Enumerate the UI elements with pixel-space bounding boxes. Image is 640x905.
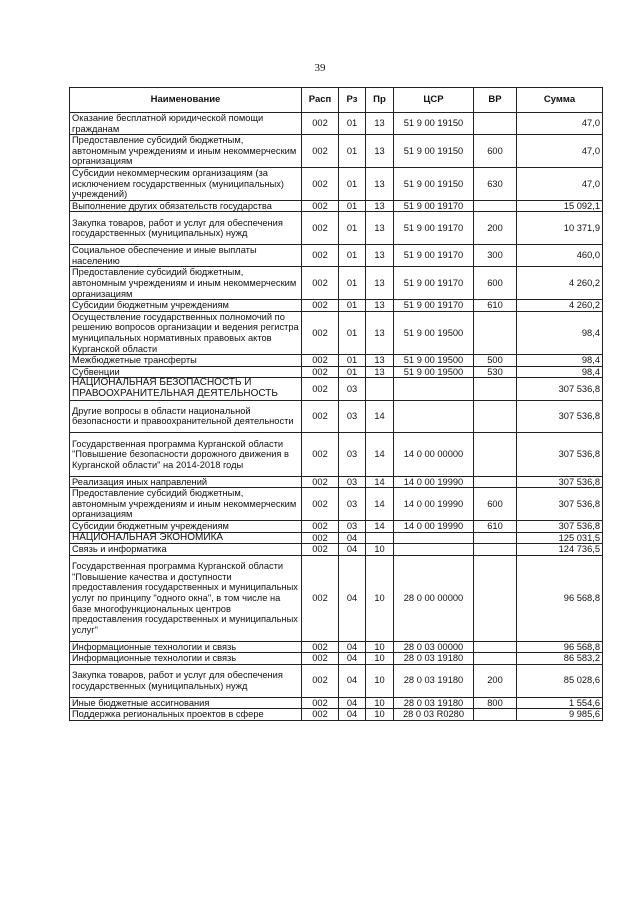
cell-rz: 01 — [339, 311, 366, 354]
cell-name: Поддержка региональных проектов в сфере — [70, 709, 302, 721]
cell-sum: 307 536,8 — [517, 378, 603, 400]
cell-name: Субсидии бюджетным учреждениям — [70, 300, 302, 312]
cell-pr: 14 — [366, 488, 394, 521]
cell-rz: 01 — [339, 355, 366, 367]
cell-rasp: 002 — [302, 521, 339, 533]
cell-csr: 14 0 00 19990 — [394, 476, 474, 488]
cell-sum: 124 736,5 — [517, 544, 603, 556]
cell-csr: 51 9 00 19500 — [394, 311, 474, 354]
cell-vr: 500 — [474, 355, 517, 367]
header-vr: ВР — [474, 88, 517, 113]
table-header-row — [70, 88, 603, 113]
cell-sum: 307 536,8 — [517, 521, 603, 533]
cell-rasp: 002 — [302, 641, 339, 653]
header-sum: Сумма — [517, 88, 603, 113]
cell-rasp: 002 — [302, 555, 339, 641]
cell-rz: 01 — [339, 167, 366, 200]
cell-name: Реализация иных направлений — [70, 476, 302, 488]
cell-name: НАЦИОНАЛЬНАЯ БЕЗОПАСНОСТЬ И ПРАВООХРАНИТЕЛЬНАЯ ДЕЯТЕЛЬНОСТЬ — [70, 378, 302, 400]
table-row — [70, 355, 603, 367]
cell-sum: 125 031,5 — [517, 532, 603, 544]
cell-pr: 13 — [366, 113, 394, 135]
cell-name: Закупка товаров, работ и услуг для обеспечения государственных (муниципальных) нужд — [70, 212, 302, 245]
cell-sum: 4 260,2 — [517, 300, 603, 312]
cell-rz: 01 — [339, 200, 366, 212]
table-row — [70, 311, 603, 354]
cell-rz: 03 — [339, 378, 366, 400]
cell-name: Иные бюджетные ассигнования — [70, 697, 302, 709]
header-name: Наименование — [70, 88, 302, 113]
cell-name: Государственная программа Курганской области "Повышение безопасности дорожного движения в Курганской области" на 2014-2018 годы — [70, 433, 302, 476]
cell-vr: 600 — [474, 488, 517, 521]
cell-sum: 96 568,8 — [517, 555, 603, 641]
cell-name: Субсидии бюджетным учреждениям — [70, 521, 302, 533]
cell-pr: 14 — [366, 433, 394, 476]
cell-sum: 460,0 — [517, 245, 603, 267]
cell-rz: 03 — [339, 476, 366, 488]
cell-name: Субвенции — [70, 366, 302, 378]
table-body — [70, 113, 603, 721]
cell-pr: 13 — [366, 212, 394, 245]
cell-csr: 51 9 00 19150 — [394, 135, 474, 168]
cell-pr: 13 — [366, 245, 394, 267]
table-row — [70, 544, 603, 556]
cell-rz: 01 — [339, 300, 366, 312]
cell-vr: 200 — [474, 212, 517, 245]
table-row — [70, 521, 603, 533]
cell-name: Осуществление государственных полномочий по решению вопросов организации и ведения регистра муниципальных нормативных правовых актов Курганской области — [70, 311, 302, 354]
table-row — [70, 113, 603, 135]
cell-vr — [474, 476, 517, 488]
cell-rz: 01 — [339, 113, 366, 135]
table-row — [70, 532, 603, 544]
cell-rasp: 002 — [302, 709, 339, 721]
cell-rasp: 002 — [302, 400, 339, 433]
cell-rz: 03 — [339, 521, 366, 533]
cell-rasp: 002 — [302, 697, 339, 709]
table-row — [70, 697, 603, 709]
header-pr: Пр — [366, 88, 394, 113]
cell-csr: 28 0 03 19180 — [394, 653, 474, 665]
cell-csr: 51 9 00 19500 — [394, 355, 474, 367]
table-row — [70, 200, 603, 212]
cell-rasp: 002 — [302, 200, 339, 212]
cell-name: Государственная программа Курганской области "Повышение качества и доступности предоставления государственных и муниципальных услуг по принципу "одного окна", в том числе на базе многофункциональных центров предоставления государственных и муниципальных услуг" — [70, 555, 302, 641]
cell-name: Связь и информатика — [70, 544, 302, 556]
cell-rz: 04 — [339, 555, 366, 641]
cell-vr — [474, 400, 517, 433]
cell-pr: 13 — [366, 366, 394, 378]
cell-pr: 13 — [366, 200, 394, 212]
cell-rasp: 002 — [302, 212, 339, 245]
cell-csr — [394, 400, 474, 433]
cell-rasp: 002 — [302, 476, 339, 488]
cell-csr: 51 9 00 19170 — [394, 212, 474, 245]
cell-vr — [474, 641, 517, 653]
cell-rz: 01 — [339, 135, 366, 168]
cell-vr: 300 — [474, 245, 517, 267]
cell-pr: 14 — [366, 521, 394, 533]
cell-pr: 13 — [366, 355, 394, 367]
cell-name: Другие вопросы в области национальной безопасности и правоохранительной деятельности — [70, 400, 302, 433]
cell-name: Оказание бесплатной юридической помощи гражданам — [70, 113, 302, 135]
cell-pr: 13 — [366, 300, 394, 312]
cell-sum: 86 583,2 — [517, 653, 603, 665]
cell-csr: 28 0 03 00000 — [394, 641, 474, 653]
cell-rz: 03 — [339, 400, 366, 433]
cell-name: Закупка товаров, работ и услуг для обеспечения государственных (муниципальных) нужд — [70, 664, 302, 697]
cell-name: Межбюджетные трансферты — [70, 355, 302, 367]
cell-csr: 28 0 03 19180 — [394, 697, 474, 709]
header-csr: ЦСР — [394, 88, 474, 113]
cell-csr: 14 0 00 19990 — [394, 488, 474, 521]
cell-name: Предоставление субсидий бюджетным, автономным учреждениям и иным некоммерческим организациям — [70, 135, 302, 168]
cell-vr: 200 — [474, 664, 517, 697]
cell-sum: 307 536,8 — [517, 488, 603, 521]
cell-sum: 47,0 — [517, 135, 603, 168]
cell-sum: 47,0 — [517, 167, 603, 200]
cell-rasp: 002 — [302, 366, 339, 378]
cell-sum: 47,0 — [517, 113, 603, 135]
cell-csr: 51 9 00 19170 — [394, 200, 474, 212]
cell-rz: 04 — [339, 641, 366, 653]
cell-sum: 10 371,9 — [517, 212, 603, 245]
cell-name: Субсидии некоммерческим организациям (за исключением государственных (муниципальных) учреждений) — [70, 167, 302, 200]
cell-rz: 01 — [339, 366, 366, 378]
cell-pr: 10 — [366, 653, 394, 665]
cell-csr — [394, 544, 474, 556]
cell-rz: 03 — [339, 433, 366, 476]
cell-vr — [474, 311, 517, 354]
cell-pr: 10 — [366, 641, 394, 653]
cell-pr — [366, 532, 394, 544]
table-row — [70, 167, 603, 200]
table-row — [70, 400, 603, 433]
cell-csr: 28 0 03 19180 — [394, 664, 474, 697]
table-row — [70, 709, 603, 721]
table-row — [70, 378, 603, 400]
cell-pr: 13 — [366, 311, 394, 354]
cell-csr — [394, 532, 474, 544]
cell-rasp: 002 — [302, 433, 339, 476]
cell-rasp: 002 — [302, 544, 339, 556]
cell-vr: 610 — [474, 521, 517, 533]
cell-rz: 01 — [339, 267, 366, 300]
cell-csr: 28 0 00 00000 — [394, 555, 474, 641]
cell-sum: 15 092,1 — [517, 200, 603, 212]
table-row — [70, 267, 603, 300]
table-row — [70, 433, 603, 476]
cell-vr: 600 — [474, 135, 517, 168]
cell-vr — [474, 555, 517, 641]
cell-rasp: 002 — [302, 532, 339, 544]
cell-pr: 10 — [366, 555, 394, 641]
cell-csr: 14 0 00 00000 — [394, 433, 474, 476]
cell-vr — [474, 544, 517, 556]
cell-pr: 10 — [366, 544, 394, 556]
cell-vr: 630 — [474, 167, 517, 200]
cell-pr: 10 — [366, 664, 394, 697]
cell-sum: 98,4 — [517, 355, 603, 367]
cell-vr — [474, 378, 517, 400]
cell-name: Информационные технологии и связь — [70, 641, 302, 653]
cell-rasp: 002 — [302, 300, 339, 312]
cell-rasp: 002 — [302, 378, 339, 400]
cell-sum: 85 028,6 — [517, 664, 603, 697]
cell-rz: 03 — [339, 488, 366, 521]
table-row — [70, 488, 603, 521]
cell-rz: 01 — [339, 245, 366, 267]
cell-rasp: 002 — [302, 113, 339, 135]
cell-name: Предоставление субсидий бюджетным, автономным учреждениям и иным некоммерческим организациям — [70, 488, 302, 521]
header-rasp: Расп — [302, 88, 339, 113]
cell-vr: 600 — [474, 267, 517, 300]
cell-rasp: 002 — [302, 245, 339, 267]
cell-rasp: 002 — [302, 664, 339, 697]
cell-pr: 13 — [366, 135, 394, 168]
cell-rasp: 002 — [302, 267, 339, 300]
cell-rasp: 002 — [302, 488, 339, 521]
cell-rz: 04 — [339, 532, 366, 544]
cell-csr: 51 9 00 19170 — [394, 267, 474, 300]
cell-pr: 10 — [366, 697, 394, 709]
table-row — [70, 664, 603, 697]
cell-sum: 98,4 — [517, 311, 603, 354]
header-rz: Рз — [339, 88, 366, 113]
cell-pr — [366, 378, 394, 400]
table-row — [70, 366, 603, 378]
cell-rasp: 002 — [302, 355, 339, 367]
cell-pr: 14 — [366, 476, 394, 488]
cell-sum: 307 536,8 — [517, 400, 603, 433]
cell-name: Социальное обеспечение и иные выплаты населению — [70, 245, 302, 267]
cell-vr — [474, 532, 517, 544]
cell-csr: 28 0 03 R0280 — [394, 709, 474, 721]
cell-rasp: 002 — [302, 653, 339, 665]
cell-vr: 800 — [474, 697, 517, 709]
table-row — [70, 641, 603, 653]
cell-sum: 9 985,6 — [517, 709, 603, 721]
cell-vr — [474, 709, 517, 721]
cell-vr: 610 — [474, 300, 517, 312]
cell-sum: 96 568,8 — [517, 641, 603, 653]
cell-vr — [474, 113, 517, 135]
cell-csr: 51 9 00 19170 — [394, 300, 474, 312]
cell-vr — [474, 433, 517, 476]
cell-vr — [474, 653, 517, 665]
table-row — [70, 245, 603, 267]
cell-rz: 04 — [339, 653, 366, 665]
cell-rz: 04 — [339, 697, 366, 709]
cell-vr — [474, 200, 517, 212]
cell-rasp: 002 — [302, 311, 339, 354]
cell-rz: 01 — [339, 212, 366, 245]
page-number: 39 — [314, 62, 326, 74]
cell-name: Информационные технологии и связь — [70, 653, 302, 665]
cell-sum: 307 536,8 — [517, 433, 603, 476]
cell-sum: 1 554,6 — [517, 697, 603, 709]
cell-rasp: 002 — [302, 167, 339, 200]
table-row — [70, 212, 603, 245]
table-row — [70, 300, 603, 312]
cell-pr: 10 — [366, 709, 394, 721]
cell-pr: 13 — [366, 267, 394, 300]
table-row — [70, 653, 603, 665]
table-row — [70, 476, 603, 488]
cell-sum: 307 536,8 — [517, 476, 603, 488]
cell-sum: 98,4 — [517, 366, 603, 378]
cell-name: НАЦИОНАЛЬНАЯ ЭКОНОМИКА — [70, 532, 302, 544]
cell-rasp: 002 — [302, 135, 339, 168]
table-row — [70, 555, 603, 641]
cell-name: Предоставление субсидий бюджетным, автономным учреждениям и иным некоммерческим организациям — [70, 267, 302, 300]
cell-csr: 14 0 00 19990 — [394, 521, 474, 533]
table-row — [70, 135, 603, 168]
cell-csr: 51 9 00 19150 — [394, 167, 474, 200]
cell-rz: 04 — [339, 709, 366, 721]
cell-csr: 51 9 00 19150 — [394, 113, 474, 135]
budget-table — [69, 87, 603, 721]
cell-csr — [394, 378, 474, 400]
cell-csr: 51 9 00 19170 — [394, 245, 474, 267]
cell-pr: 13 — [366, 167, 394, 200]
cell-name: Выполнение других обязательств государства — [70, 200, 302, 212]
cell-pr: 14 — [366, 400, 394, 433]
cell-vr: 530 — [474, 366, 517, 378]
cell-rz: 04 — [339, 544, 366, 556]
cell-rz: 04 — [339, 664, 366, 697]
cell-sum: 4 260,2 — [517, 267, 603, 300]
cell-csr: 51 9 00 19500 — [394, 366, 474, 378]
